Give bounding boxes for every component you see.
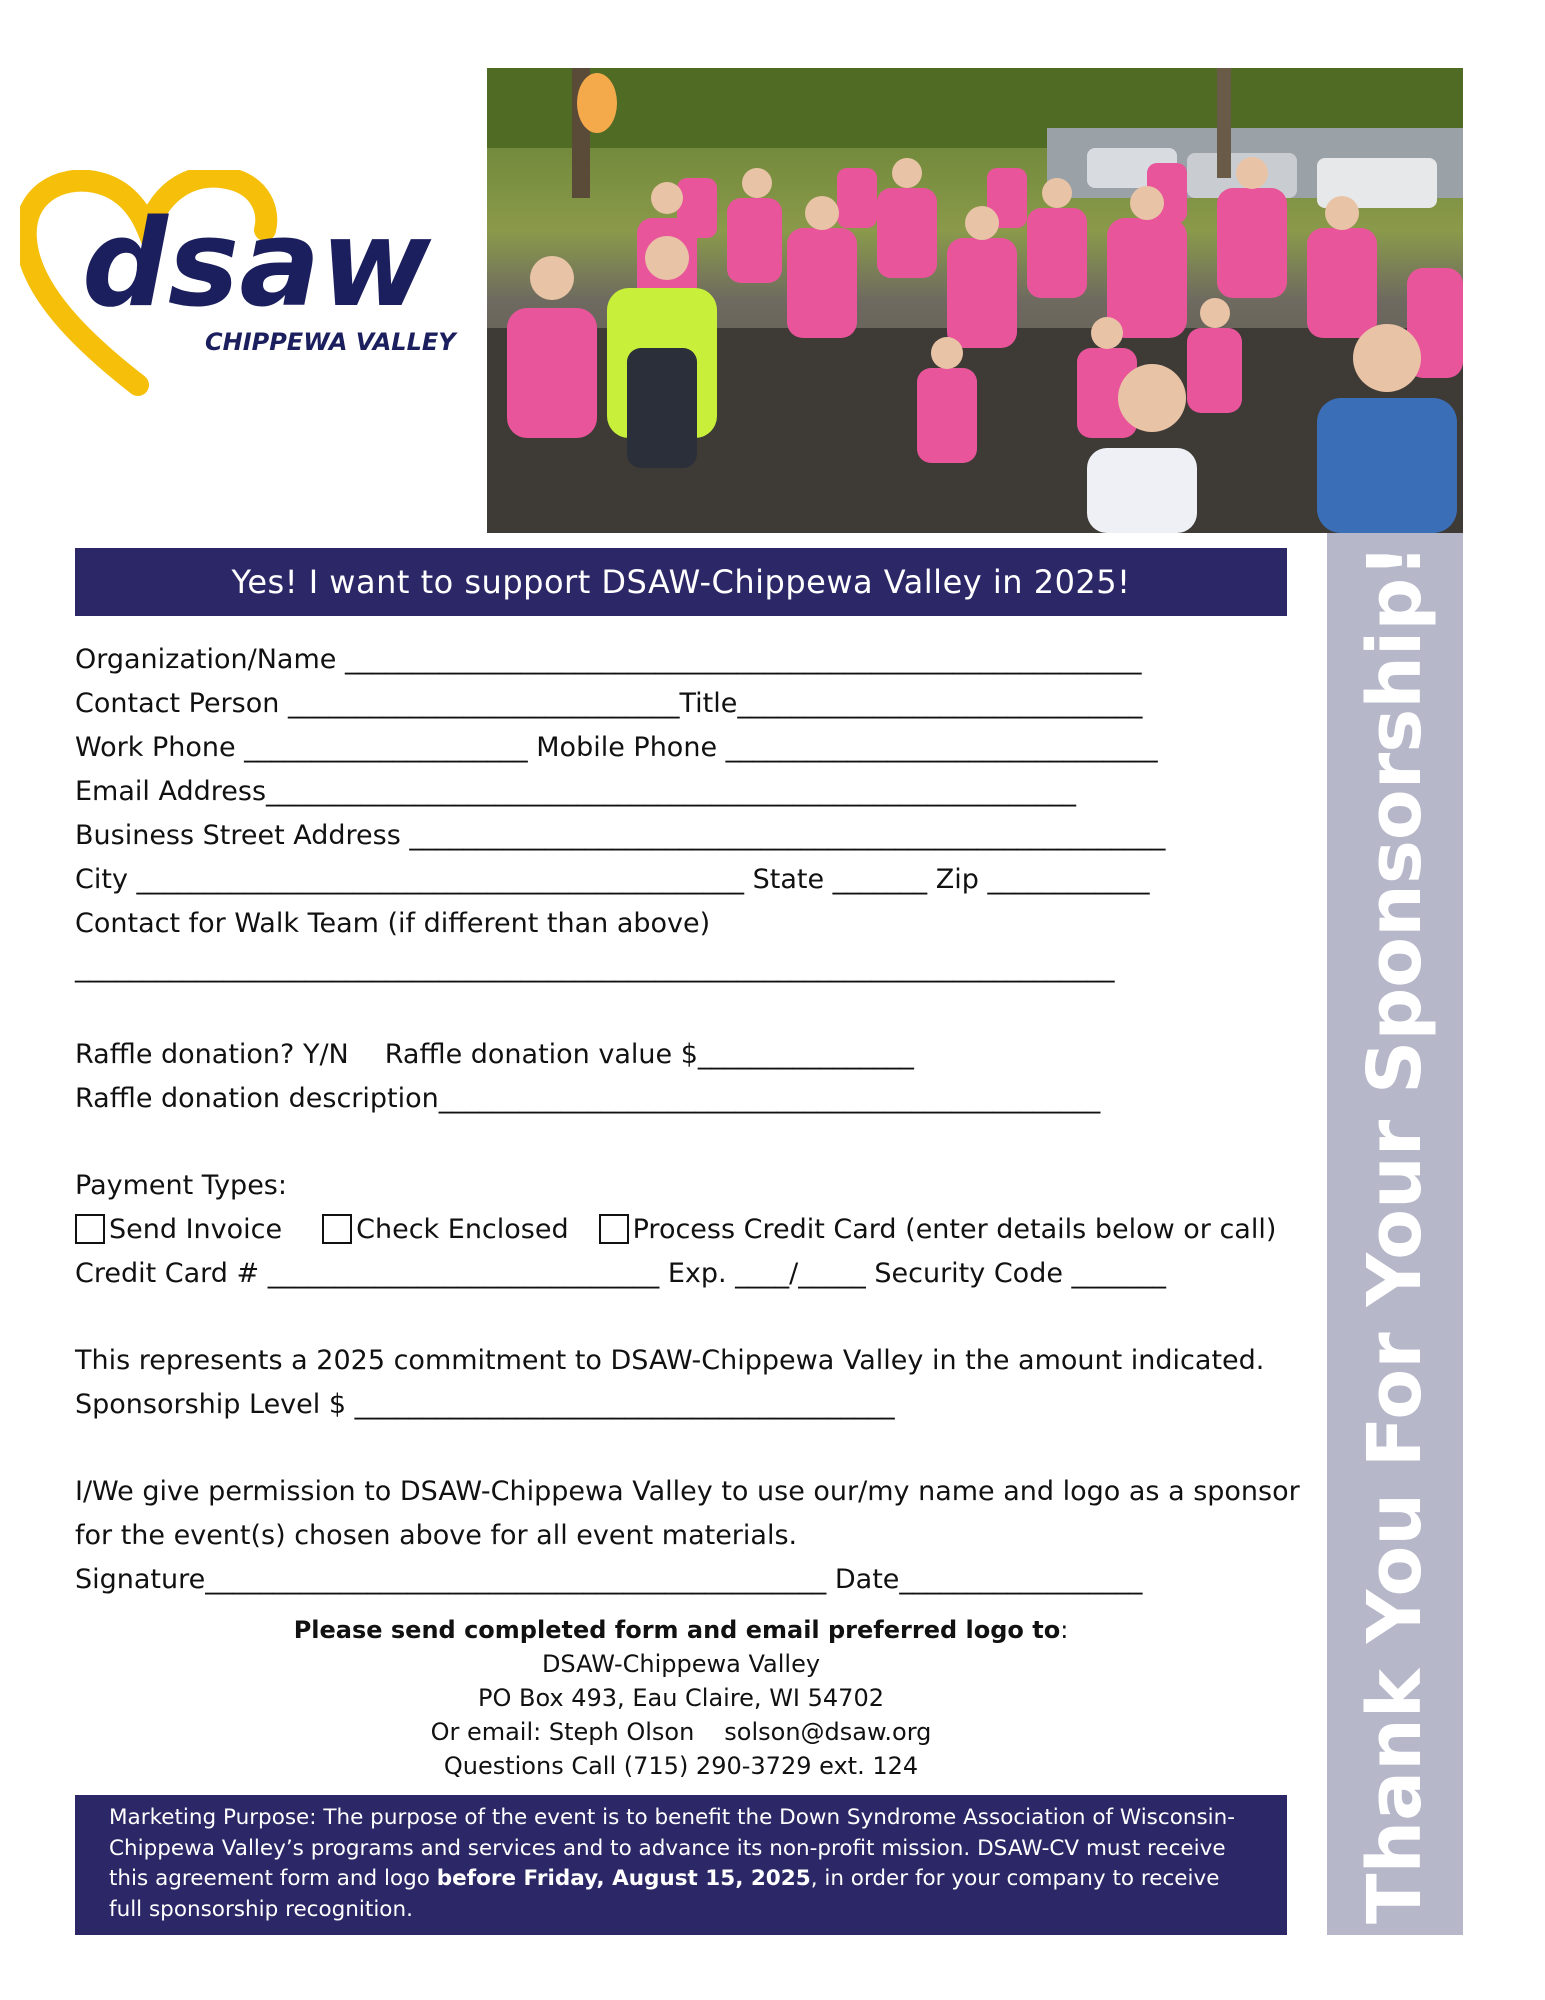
raffle-value-field[interactable]: Raffle donation value $________________ [384, 1039, 914, 1070]
raffle-yn-field[interactable]: Raffle donation? Y/N [75, 1039, 349, 1070]
send-instruction-bold: Please send completed form and email preferred logo to [293, 1616, 1061, 1644]
marketing-deadline: before Friday, August 15, 2025 [436, 1866, 811, 1891]
walk-team-label: Contact for Walk Team (if different than above) [75, 908, 711, 939]
send-invoice-label: Send Invoice [109, 1214, 283, 1245]
credit-card-label: Process Credit Card (enter details below or call) [632, 1214, 1277, 1245]
credit-card-field[interactable]: Credit Card # _____________________________ [75, 1258, 660, 1289]
permission-text-2: for the event(s) chosen above for all event materials. [75, 1520, 798, 1551]
business-address-field[interactable]: Business Street Address ________________________________________________________ [75, 820, 1166, 851]
org-name-field[interactable]: Organization/Name ___________________________________________________________ [75, 644, 1142, 675]
logo-subtitle: CHIPPEWA VALLEY [205, 328, 456, 356]
check-enclosed-label: Check Enclosed [356, 1214, 569, 1245]
signature-field[interactable]: Signature______________________________________________ [75, 1564, 827, 1595]
raffle-row [75, 1037, 1295, 1073]
walk-crowd-photo [487, 68, 1463, 533]
contact-person-field[interactable]: Contact Person _____________________________ [75, 688, 680, 719]
commitment-text: This represents a 2025 commitment to DSAW-Chippewa Valley in the amount indicated. [75, 1345, 1265, 1376]
dsaw-logo [20, 170, 460, 400]
marketing-purpose-box [75, 1795, 1287, 1935]
send-instruction [75, 1613, 1287, 1647]
phone-row [75, 730, 1295, 766]
logo-wordmark: dsaw [82, 195, 432, 334]
payment-types-label: Payment Types: [75, 1170, 287, 1201]
contact-email-link[interactable]: solson@dsaw.org [724, 1718, 932, 1746]
marketing-text-2: , in order for your company to receive full sponsorship recognition. [109, 1866, 1220, 1922]
work-phone-field[interactable]: Work Phone _____________________ [75, 732, 528, 763]
thank-you-text: Thank You For Your Sponsorship! [1352, 543, 1438, 1925]
mobile-phone-field[interactable]: Mobile Phone ________________________________ [536, 732, 1158, 763]
contact-phone: Questions Call (715) 290-3729 ext. 124 [443, 1752, 919, 1780]
contact-email-row [75, 1715, 1287, 1749]
contact-address: PO Box 493, Eau Claire, WI 54702 [478, 1684, 884, 1712]
check-enclosed-checkbox[interactable] [322, 1214, 352, 1244]
send-instruction-colon: : [1060, 1616, 1069, 1644]
raffle-description-field[interactable]: Raffle donation description_________________________________________________ [75, 1083, 1101, 1114]
contact-org: DSAW-Chippewa Valley [541, 1650, 821, 1678]
expiry-field[interactable]: Exp. ____/_____ [667, 1258, 866, 1289]
send-invoice-checkbox[interactable] [75, 1214, 105, 1244]
security-code-field[interactable]: Security Code _______ [874, 1258, 1167, 1289]
credit-card-checkbox[interactable] [599, 1214, 629, 1244]
contact-row [75, 686, 1295, 722]
payment-options-row [75, 1212, 1295, 1248]
zip-field[interactable]: Zip ____________ [935, 864, 1150, 895]
heart-logo-icon [20, 170, 460, 400]
marketing-text-1: Marketing Purpose: The purpose of the event is to benefit the Down Syndrome Association of Wisconsin-Chippewa Valley’s programs and services and to advance its non-profit mission. DSAW-CV must receive this agreement form and logo [109, 1805, 1236, 1891]
city-state-zip-row [75, 862, 1295, 898]
city-field[interactable]: City _____________________________________________ [75, 864, 745, 895]
contact-email-name: Or email: Steph Olson [430, 1718, 695, 1746]
sponsorship-level-field[interactable]: Sponsorship Level $ ________________________________________ [75, 1389, 895, 1420]
title-field[interactable]: Title______________________________ [679, 688, 1143, 719]
email-field[interactable]: Email Address____________________________________________________________ [75, 776, 1077, 807]
date-field[interactable]: Date__________________ [834, 1564, 1143, 1595]
walk-team-field[interactable]: _____________________________________________________________________________ [75, 952, 1115, 983]
support-banner: Yes! I want to support DSAW-Chippewa Valley in 2025! [75, 548, 1287, 616]
signature-row [75, 1562, 1295, 1598]
permission-text-1: I/We give permission to DSAW-Chippewa Valley to use our/my name and logo as a sponsor [75, 1476, 1300, 1507]
state-field[interactable]: State _______ [752, 864, 928, 895]
credit-card-row [75, 1256, 1295, 1292]
